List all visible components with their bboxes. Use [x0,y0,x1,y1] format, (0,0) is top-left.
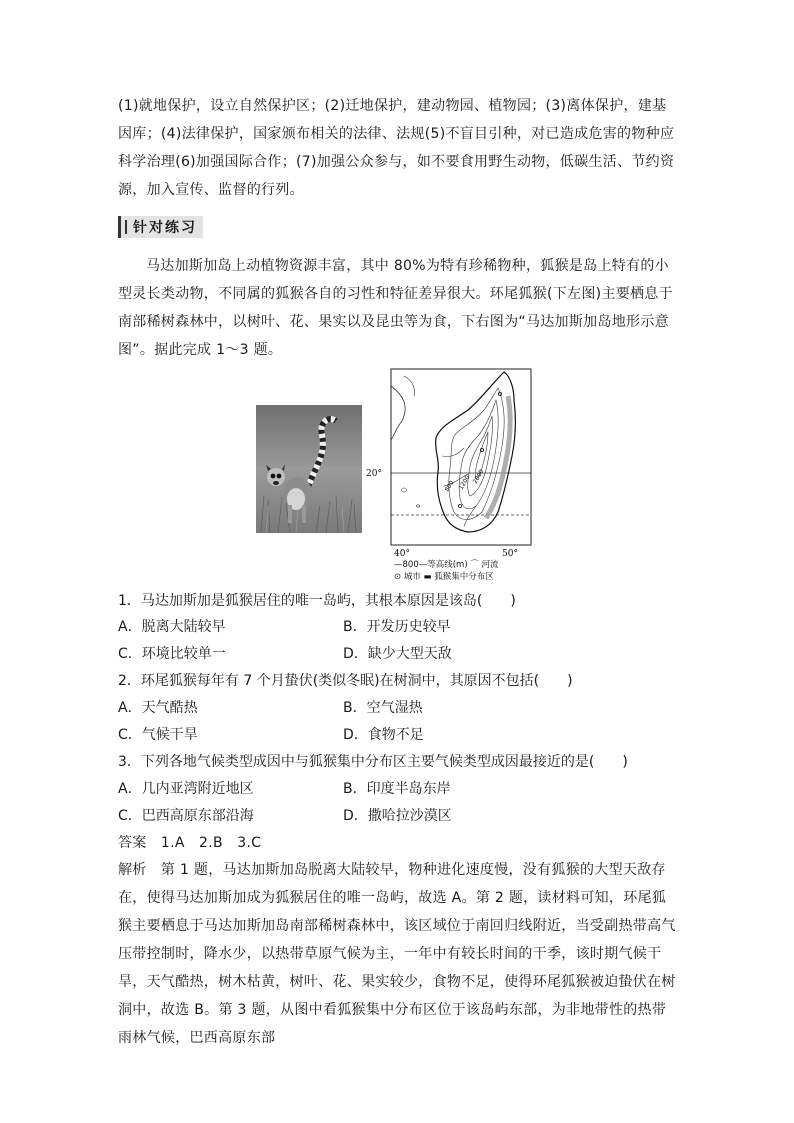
contour-label-1200: 1200 [457,474,472,491]
lead-paragraph: 马达加斯加岛上动植物资源丰富，其中 80%为特有珍稀物种，狐猴是岛上特有的小型灵长类动物，不同属的狐猴各自的习性和特征差异很大。环尾狐猴(下左图)主要栖息于南部稀树森林中，以树叶、花、果实以及昆虫等为食，下右图为“马达加斯加岛地形示意图”。据此完成 1～3 题。 [118,258,673,358]
q3-option-d: D．撒哈拉沙漠区 [343,808,452,824]
q3-option-c: C．巴西高原东部沿海 [118,808,254,824]
q3-option-b: B．印度半岛东岸 [343,781,451,797]
question-2: 2．环尾狐猴每年有 7 个月蛰伏(类似冬眠)在树洞中，其原因不包括( ) [118,673,573,689]
madagascar-terrain-map [364,366,544,584]
q2-option-a: A．天气酷热 [118,700,198,716]
section-title: 针对练习 [133,220,197,236]
q1-option-c: C．环境比较单一 [118,646,226,662]
analysis-paragraph: 解析 第 1 题，马达加斯加岛脱离大陆较早，物种进化速度慢，没有狐猴的大型天敌存在，使得马达加斯加成为狐猴居住的唯一岛屿，故选 A。第 2 题，读材料可知，环尾狐猴主要栖息于马达加斯加岛南部稀树森林中，该区域位于南回归线附近，当受副热带高气压带控制时，降水少，以热带草原气候为主，一年中有较长时间的干季，该时期气候干旱，天气酷热，树木枯黄，树叶、花、果实较少，食物不足，使得环尾狐猴被迫蛰伏在树洞中，故选 B。第 3 题，从图中看狐猴集中分布区位于该岛屿东部，为非地带性的热带雨林气候，巴西高原东部 [118,862,676,1046]
contour-label-800: 800 [443,479,456,493]
lon-right-label: 50° [502,549,518,559]
answer-line: 答案 1.A 2.B 3.C [118,835,262,851]
lat-label: 20° [366,469,382,479]
lemur-photo [256,405,362,533]
q1-option-b: B．开发历史较早 [343,619,451,635]
question-3: 3．下列各地气候类型成因中与狐猴集中分布区主要气候类型成因最接近的是( ) [118,754,628,770]
q2-option-d: D．食物不足 [343,727,424,743]
question-1: 1．马达加斯加是狐猴居住的唯一岛屿，其根本原因是该岛( ) [118,593,516,609]
legend-line-1: —800—等高线(m) ⌒ 河流 [394,560,499,570]
q2-option-b: B．空气湿热 [343,700,423,716]
q3-option-a: A．几内亚湾附近地区 [118,781,254,797]
legend-line-2: ⊙ 城市 ▬ 狐猴集中分布区 [394,572,494,582]
intro-paragraph: (1)就地保护，设立自然保护区；(2)迁地保护，建动物园、植物园；(3)离体保护，建基因库；(4)法律保护，国家颁布相关的法律、法规(5)不盲目引种，对已造成危害的物种应科学治理(6)加强国际合作；(7)加强公众参与，如不要食用野生动物，低碳生活、节约资源，加入宣传、监督的行列。 [118,98,675,198]
section-heading [118,216,203,238]
section-bar [125,220,127,234]
contour-label-2000: 2000 [471,468,486,485]
q2-option-c: C．气候干旱 [118,727,198,743]
q1-option-d: D．缺少大型天敌 [343,646,452,662]
q1-option-a: A．脱离大陆较早 [118,619,226,635]
lon-left-label: 40° [394,549,410,559]
